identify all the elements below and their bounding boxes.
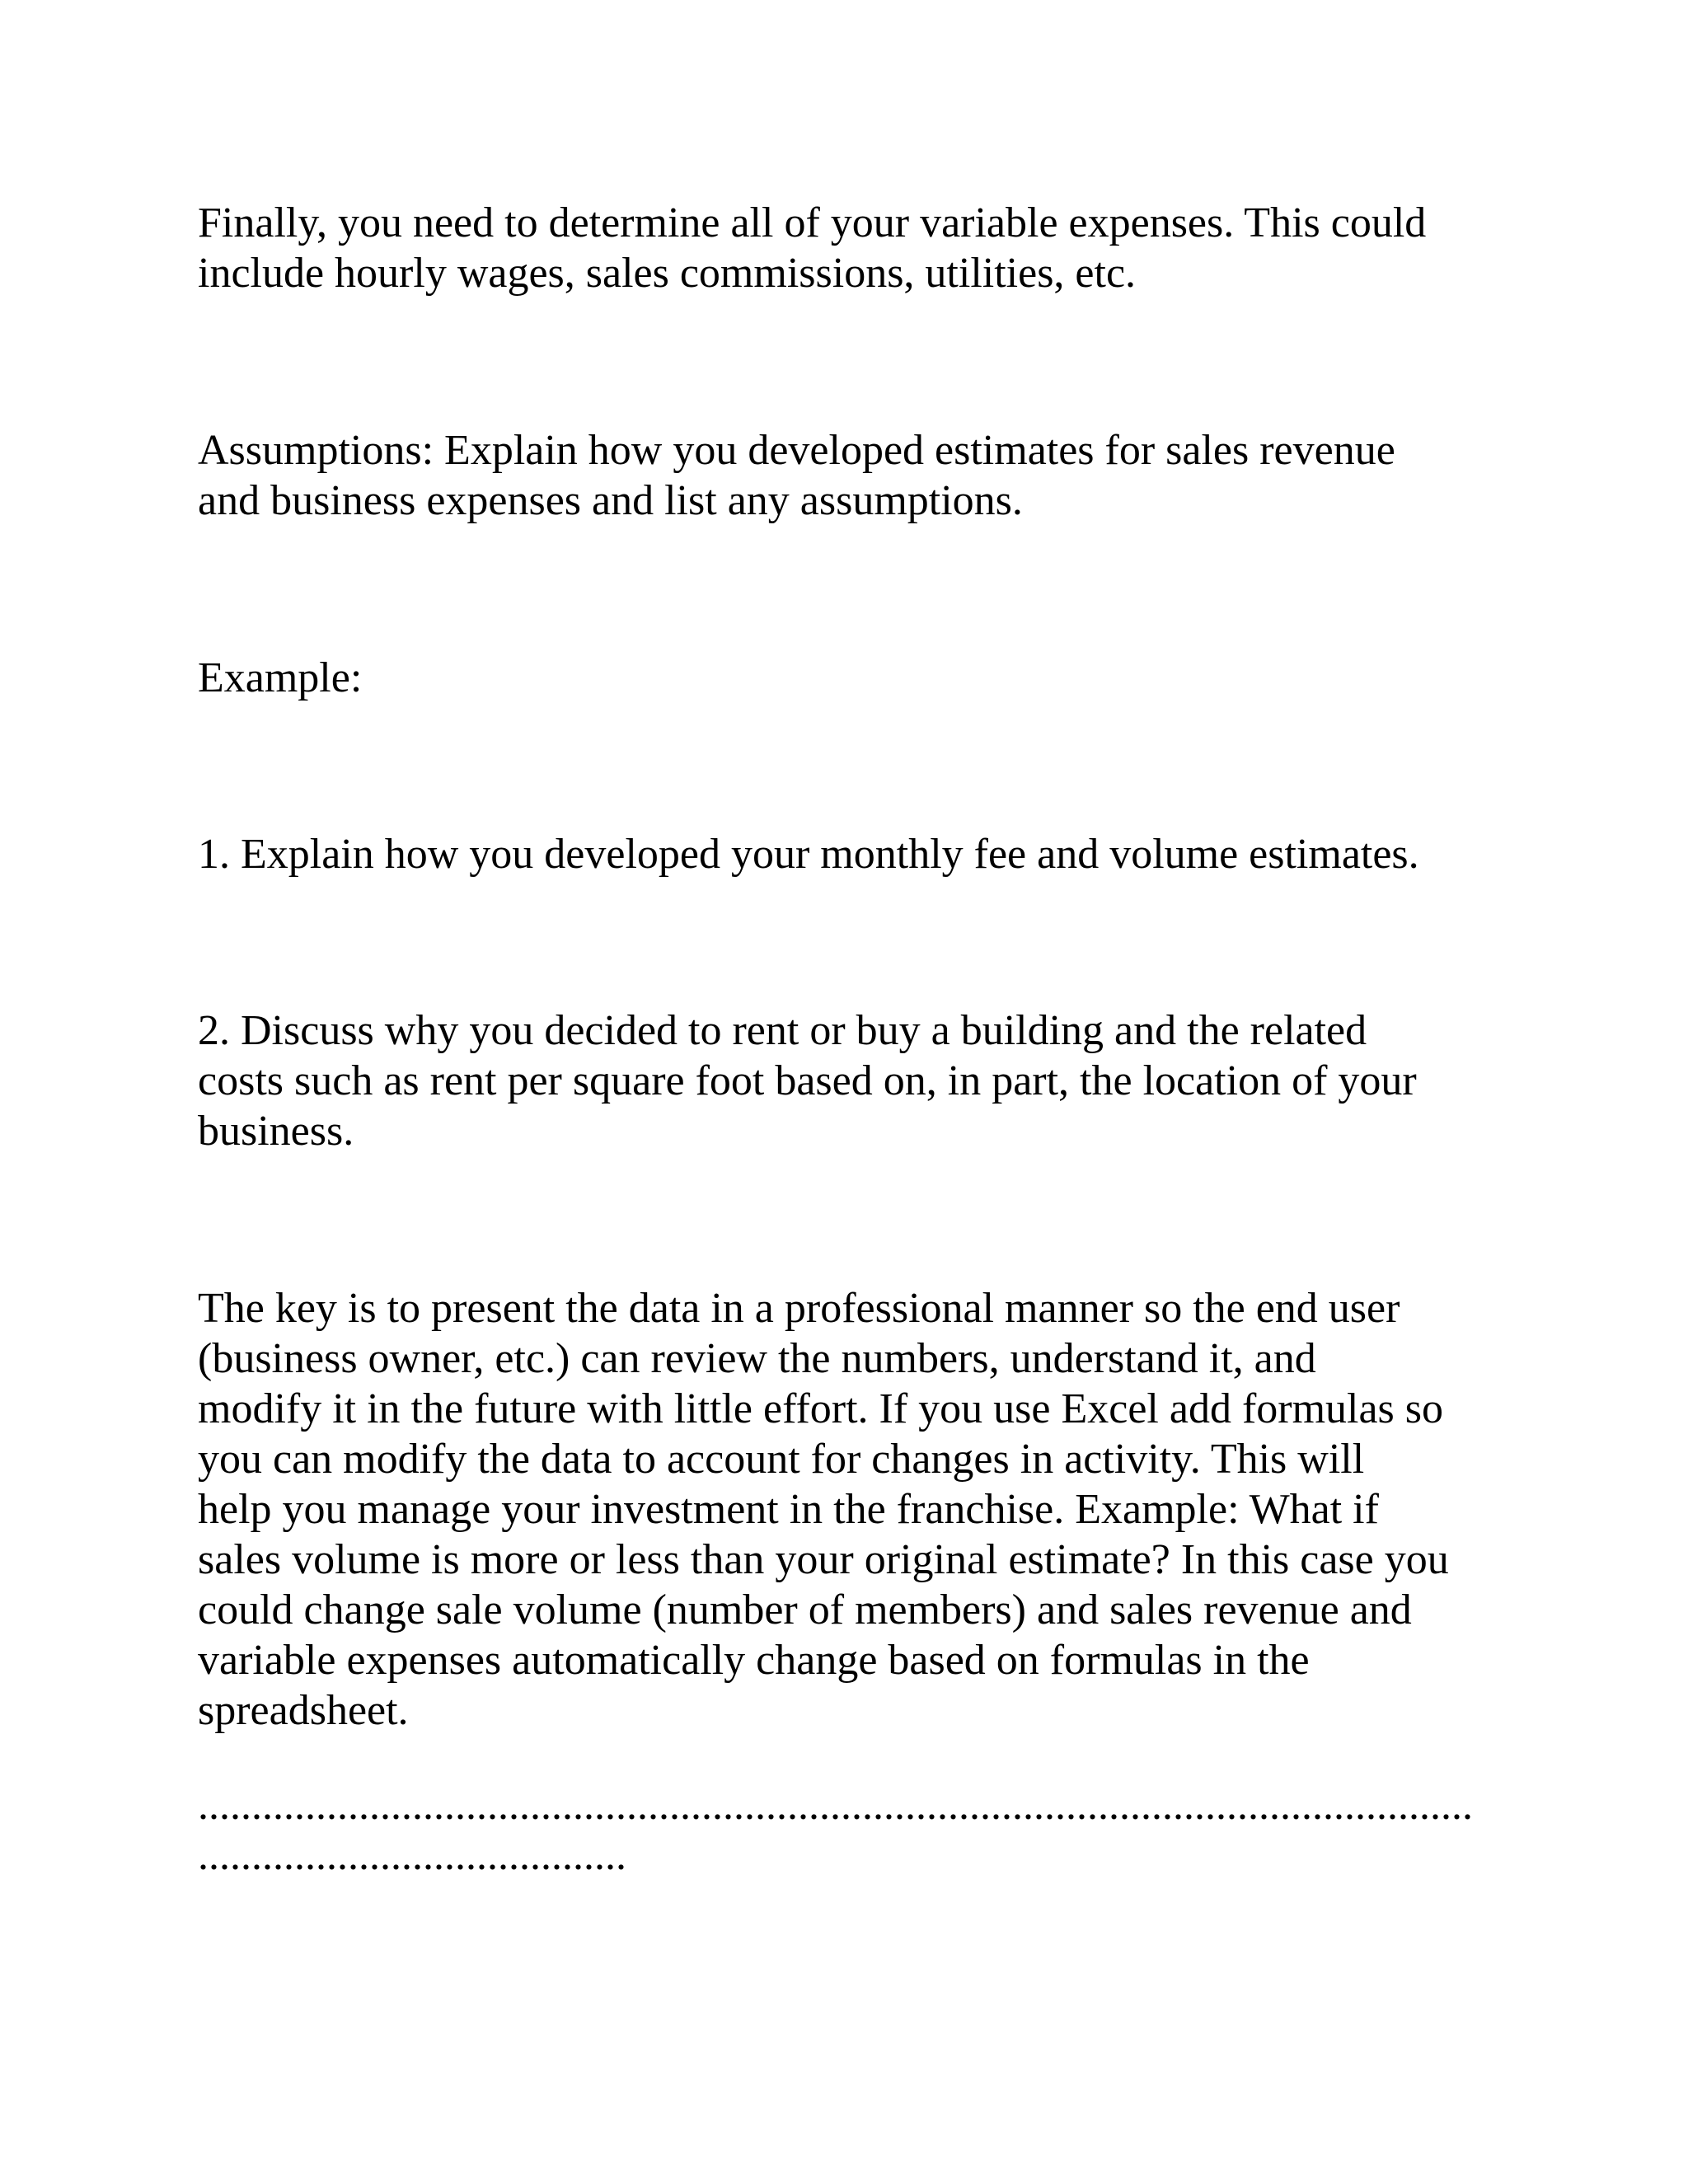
paragraph-assumptions [198,425,1517,526]
list-item-1 [198,829,1517,879]
text-line: 1. Explain how you developed your monthly fee and volume estimates. [198,831,1419,878]
dotted-line: ....................................................................................................................... [198,1782,1473,1829]
text-line: variable expenses automatically change based on formulas in the [198,1637,1310,1684]
paragraph-key-presentation [198,1283,1517,1736]
text-line: Assumptions: Explain how you developed estimates for sales revenue [198,427,1395,474]
text-line: Example: [198,654,363,701]
text-line: help you manage your investment in the franchise. Example: What if [198,1486,1379,1533]
text-line: modify it in the future with little effort. If you use Excel add formulas so [198,1385,1444,1432]
text-line: Finally, you need to determine all of your variable expenses. This could [198,199,1427,246]
text-line: you can modify the data to account for changes in activity. This will [198,1436,1365,1483]
text-line: spreadsheet. [198,1687,409,1734]
text-line: 2. Discuss why you decided to rent or buy a building and the related [198,1007,1367,1054]
paragraph-variable-expenses [198,198,1517,298]
dotted-line: ........................................ [198,1832,626,1879]
text-line: business. [198,1108,354,1155]
text-line: and business expenses and list any assumptions. [198,477,1023,524]
text-line: could change sale volume (number of members) and sales revenue and [198,1586,1412,1633]
text-line: costs such as rent per square foot based on, in part, the location of your [198,1057,1417,1104]
text-line: The key is to present the data in a professional manner so the end user [198,1285,1400,1332]
text-line: sales volume is more or less than your original estimate? In this case you [198,1536,1449,1583]
dotted-separator [198,1780,1517,1881]
list-item-2 [198,1005,1517,1156]
paragraph-example-heading [198,653,1517,703]
text-line: include hourly wages, sales commissions, utilities, etc. [198,250,1137,297]
text-line: (business owner, etc.) can review the numbers, understand it, and [198,1335,1316,1382]
